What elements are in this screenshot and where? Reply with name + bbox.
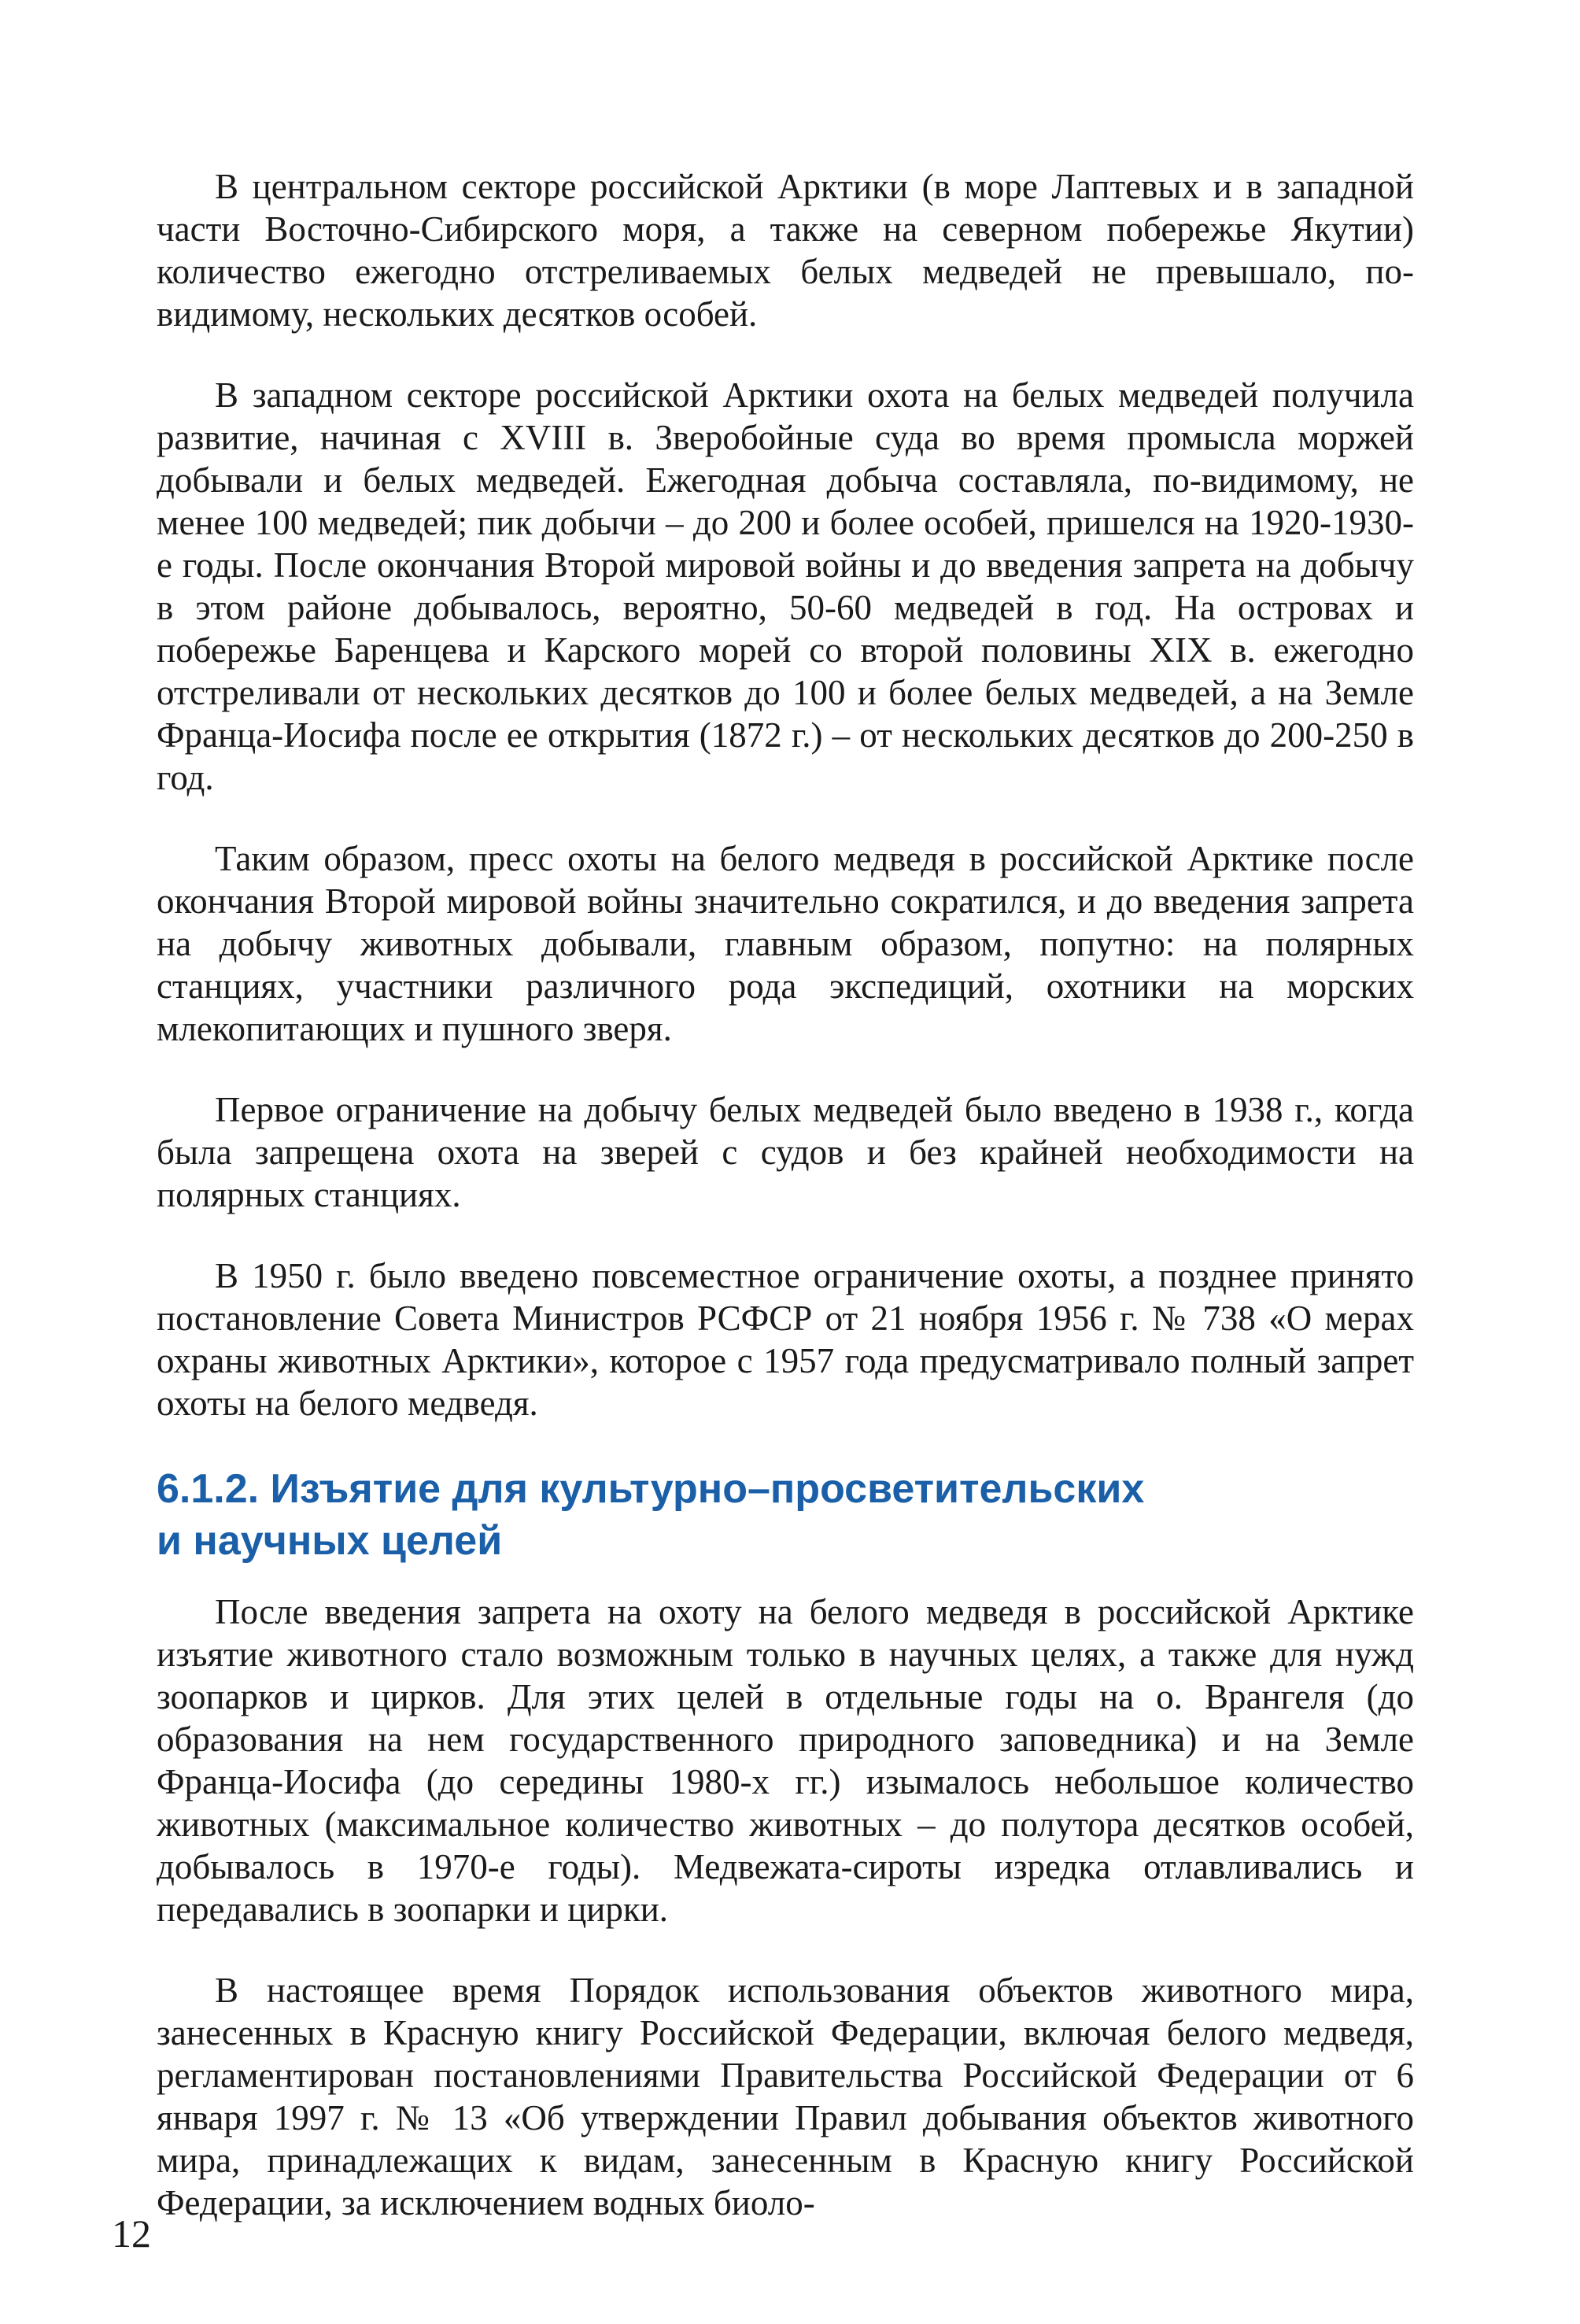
paragraph-scientific-removal: После введения запрета на охоту на белого медведя в российской Арктике изъятие животного стало возможным только в научных целях, а также для нужд зоопарков и цирков. Для этих целей в отдельные годы на о. Врангеля (до образования на нем государственного природного заповедника) и на Земле Франца-Иосифа (до середины 1980-х гг.) изымалось небольшое количество животных (максимальное количество животных – до полутора десятков особей, добывалось в 1970-е годы). Медвежата-сироты изредка отлавливались и передавались в зоопарки и цирки. xyxy=(157,1592,1414,1929)
page-number: 12 xyxy=(112,2211,151,2256)
page-content xyxy=(157,165,1414,2263)
paragraph-first-restriction: Первое ограничение на добычу белых медведей было введено в 1938 г., когда была запрещена охота на зверей с судов и без крайней необходимости на полярных станциях. xyxy=(157,1090,1414,1214)
section-heading-line-1: 6.1.2. Изъятие для культурно–просветительских xyxy=(157,1466,1145,1512)
paragraph-central-sector: В центральном секторе российской Арктики (в море Лаптевых и в западной части Восточно-Сибирского моря, а также на северном побережье Якутии) количество ежегодно отстреливаемых белых медведей не превышало, по-видимому, нескольких десятков особей. xyxy=(157,167,1414,334)
paragraph-western-sector: В западном секторе российской Арктики охота на белых медведей получила развитие, начиная с XVIII в. Зверобойные суда во время промысла моржей добывали и белых медведей. Ежегодная добыча составляла, по-видимому, не менее 100 медведей; пик добычи – до 200 и более особей, пришелся на 1920-1930-е годы. После окончания Второй мировой войны и до введения запрета на добычу в этом районе добывалось, вероятно, 50-60 медведей в год. На островах и побережье Баренцева и Карского морей со второй половины XIX в. ежегодно отстреливали от нескольких десятков до 100 и более белых медведей, а на Земле Франца-Иосифа после ее открытия (1872 г.) – от нескольких десятков до 200-250 в год. xyxy=(157,375,1414,797)
paragraph-1950-ban: В 1950 г. было введено повсеместное ограничение охоты, а позднее принято постановление Совета Министров РСФСР от 21 ноября 1956 г. № 738 «О мерах охраны животных Арктики», которое с 1957 года предусматривало полный запрет охоты на белого медведя. xyxy=(157,1256,1414,1423)
paragraph-hunting-pressure: Таким образом, пресс охоты на белого медведя в российской Арктике после окончания Второй мировой войны значительно сократился, и до введения запрета на добычу животных добывали, главным образом, попутно: на полярных станциях, участники различного рода экспедиций, охотники на морских млекопитающих и пушного зверя. xyxy=(157,839,1414,1048)
section-heading xyxy=(157,1463,1414,1567)
paragraph-current-regulation: В настоящее время Порядок использования объектов животного мира, занесенных в Красную книгу Российской Федерации, включая белого медведя, регламентирован постановлениями Правительства Российской Федерации от 6 января 1997 г. № 13 «Об утверждении Правил добывания объектов животного мира, принадлежащих к видам, занесенным в Красную книгу Российской Федерации, за исключением водных биоло- xyxy=(157,1971,1414,2222)
section-heading-line-2: и научных целей xyxy=(157,1518,503,1564)
